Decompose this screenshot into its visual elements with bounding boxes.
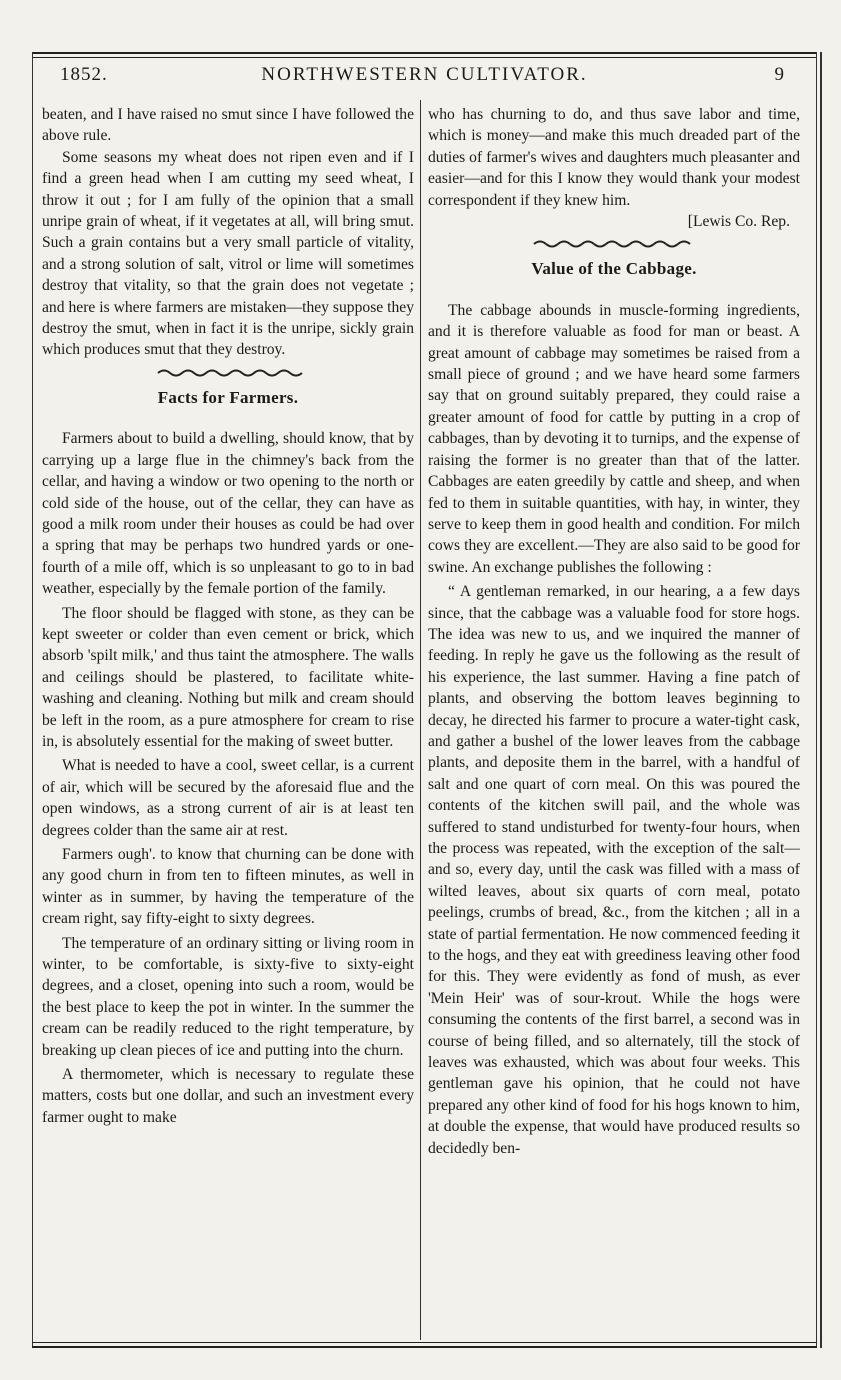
right-para-1: who has churning to do, and thus save labor and time, which is money—and make this much dreaded part of the duties of farmer's wives and daughters much pleasanter and easier—and for this I know they would thank your modest correspondent if they knew him. bbox=[428, 106, 800, 209]
right-para-3: “ A gentleman remarked, in our hearing, a a few days since, that the cabbage was a valuable food for store hogs. The idea was new to us, and we inquired the manner of feeding. In reply he gave us the following as the result of his experience, the last summer. Having a fine patch of plants, and observing the bottom leaves beginning to decay, he directed his farmer to procure a water-tight cask, and gather a bushel of the lower leaves from the cabbage plants, and deposite them in the barrel, with a handful of salt and one quart of corn meal. On this was poured the contents of the kitchen swill pail, and the whole was suffered to stand undisturbed for twenty-four hours, when the process was repeated, with the exception of the salt—and so, every day, until the cask was filled with a mass of wilted leaves, about six quarts of corn meal, potato peelings, crumbs of bread, &c., from the kitchen ; all in a state of partial fermentation. He now commenced feeding it to the hogs, and they eat with greediness leaving other food for this. They were evidently as fond of mush, as ever 'Mein Heir' was of sour-krout. While the hogs were consuming the contents of the first barrel, a second was in course of being filled, and so alternately, till the stock of leaves was exhausted, which was about four weeks. This gentleman gave his opinion, that he could not have prepared any other kind of food for his hogs known to him, at double the expense, that would have produced results so decidedly ben- bbox=[428, 583, 800, 1157]
right-border-outer bbox=[820, 52, 822, 1348]
header-title: NORTHWESTERN CULTIVATOR. bbox=[261, 64, 588, 85]
right-border bbox=[816, 52, 817, 1348]
running-header bbox=[38, 62, 811, 92]
bottom-rule-thin bbox=[32, 1342, 817, 1343]
left-para-6: Farmers ough'. to know that churning can be done with any good churn in from ten to fifteen minutes, as well in winter as in summer, by having the temperature of the cream right, say fifty-eight to sixty degrees. bbox=[42, 846, 414, 928]
heading-facts-for-farmers: Facts for Farmers. bbox=[157, 387, 299, 407]
left-column bbox=[42, 104, 414, 1128]
source-signature: [Lewis Co. Rep. bbox=[687, 213, 790, 231]
left-para-1: beaten, and I have raised no smut since I have followed the above rule. bbox=[42, 106, 414, 145]
heading-value-of-the-cabbage: Value of the Cabbage. bbox=[531, 259, 697, 279]
left-para-3: Farmers about to build a dwelling, should know, that by carrying up a large flue in the chimney's back from the cellar, and having a window or two opening to the north or cold side of the house, out of the cellar, they can have as good a milk room under their houses as could be had over a spring that may be perhaps two hundred yards or one-fourth of a mile off, which is so unpleasant to go to in bad weather, especially by the female portion of the family. bbox=[42, 430, 414, 598]
left-para-7: The temperature of an ordinary sitting or living room in winter, to be comfortable, is sixty-five to sixty-eight degrees, and a closet, opening into such a room, would be the best place to keep the pot in winter. In the summer the cream can be readily reduced to the right temperature, by breaking up clean pieces of ice and putting into the churn. bbox=[42, 934, 414, 1059]
page-number: 9 bbox=[774, 64, 785, 85]
bottom-rule bbox=[32, 1346, 817, 1348]
header-year: 1852. bbox=[60, 64, 108, 85]
top-rule-thin bbox=[32, 57, 817, 58]
left-para-5: What is needed to have a cool, sweet cellar, is a current of air, which will be secured by the aforesaid flue and the open windows, as a strong current of air is at least ten degrees colder than the same air at rest. bbox=[42, 757, 414, 839]
left-para-8: A thermometer, which is necessary to regulate these matters, costs but one dollar, and such an investment every farmer ought to make bbox=[42, 1066, 414, 1126]
right-column bbox=[428, 104, 800, 1159]
wavy-divider-ornament bbox=[42, 365, 414, 381]
wavy-divider-ornament-2 bbox=[428, 236, 800, 252]
right-para-2: The cabbage abounds in muscle-forming ingredients, and it is therefore valuable as food for man or beast. A great amount of cabbage may sometimes be raised from a small piece of ground ; and we have heard some farmers say that on ground suitably prepared, they could raise a greater amount of food for cattle by putting in a crop of cabbages, than by devoting it to turnips, and the expense of raising the former is no greater than that of the latter. Cabbages are eaten greedily by cattle and sheep, and when fed to them in suitable quantities, with hay, in winter, they serve to keep them in good health and condition. For milch cows they are excellent.—They are also said to be good for swine. An exchange publishes the following : bbox=[428, 301, 800, 576]
column-divider bbox=[420, 100, 421, 1340]
left-para-4: The floor should be flagged with stone, as they can be kept sweeter or colder than even cement or brick, which absorb 'spilt milk,' and thus taint the atmosphere. The walls and ceilings should be plastered, to facilitate white-washing and cleaning. Nothing but milk and cream should be left in the room, as a pure atmosphere for cream to rise in, is absolutely essential for the making of sweet butter. bbox=[42, 604, 414, 750]
top-rule bbox=[32, 52, 817, 54]
left-border bbox=[32, 52, 33, 1348]
left-para-2: Some seasons my wheat does not ripen even and if I find a green head when I am cutting my seed wheat, I throw it out ; for I am fully of the opinion that a small unripe grain of wheat, if it vegetates at all, will bring smut. Such a grain contains but a very small particle of vitality, and a strong solution of salt, vitrol or lime will sometimes destroy that vitality, so that the grain does not vegetate ; and here is where farmers are mistaken—they suppose they destroy the smut, when in fact it is the unripe, sickly grain which produces smut that they destroy. bbox=[42, 148, 414, 359]
